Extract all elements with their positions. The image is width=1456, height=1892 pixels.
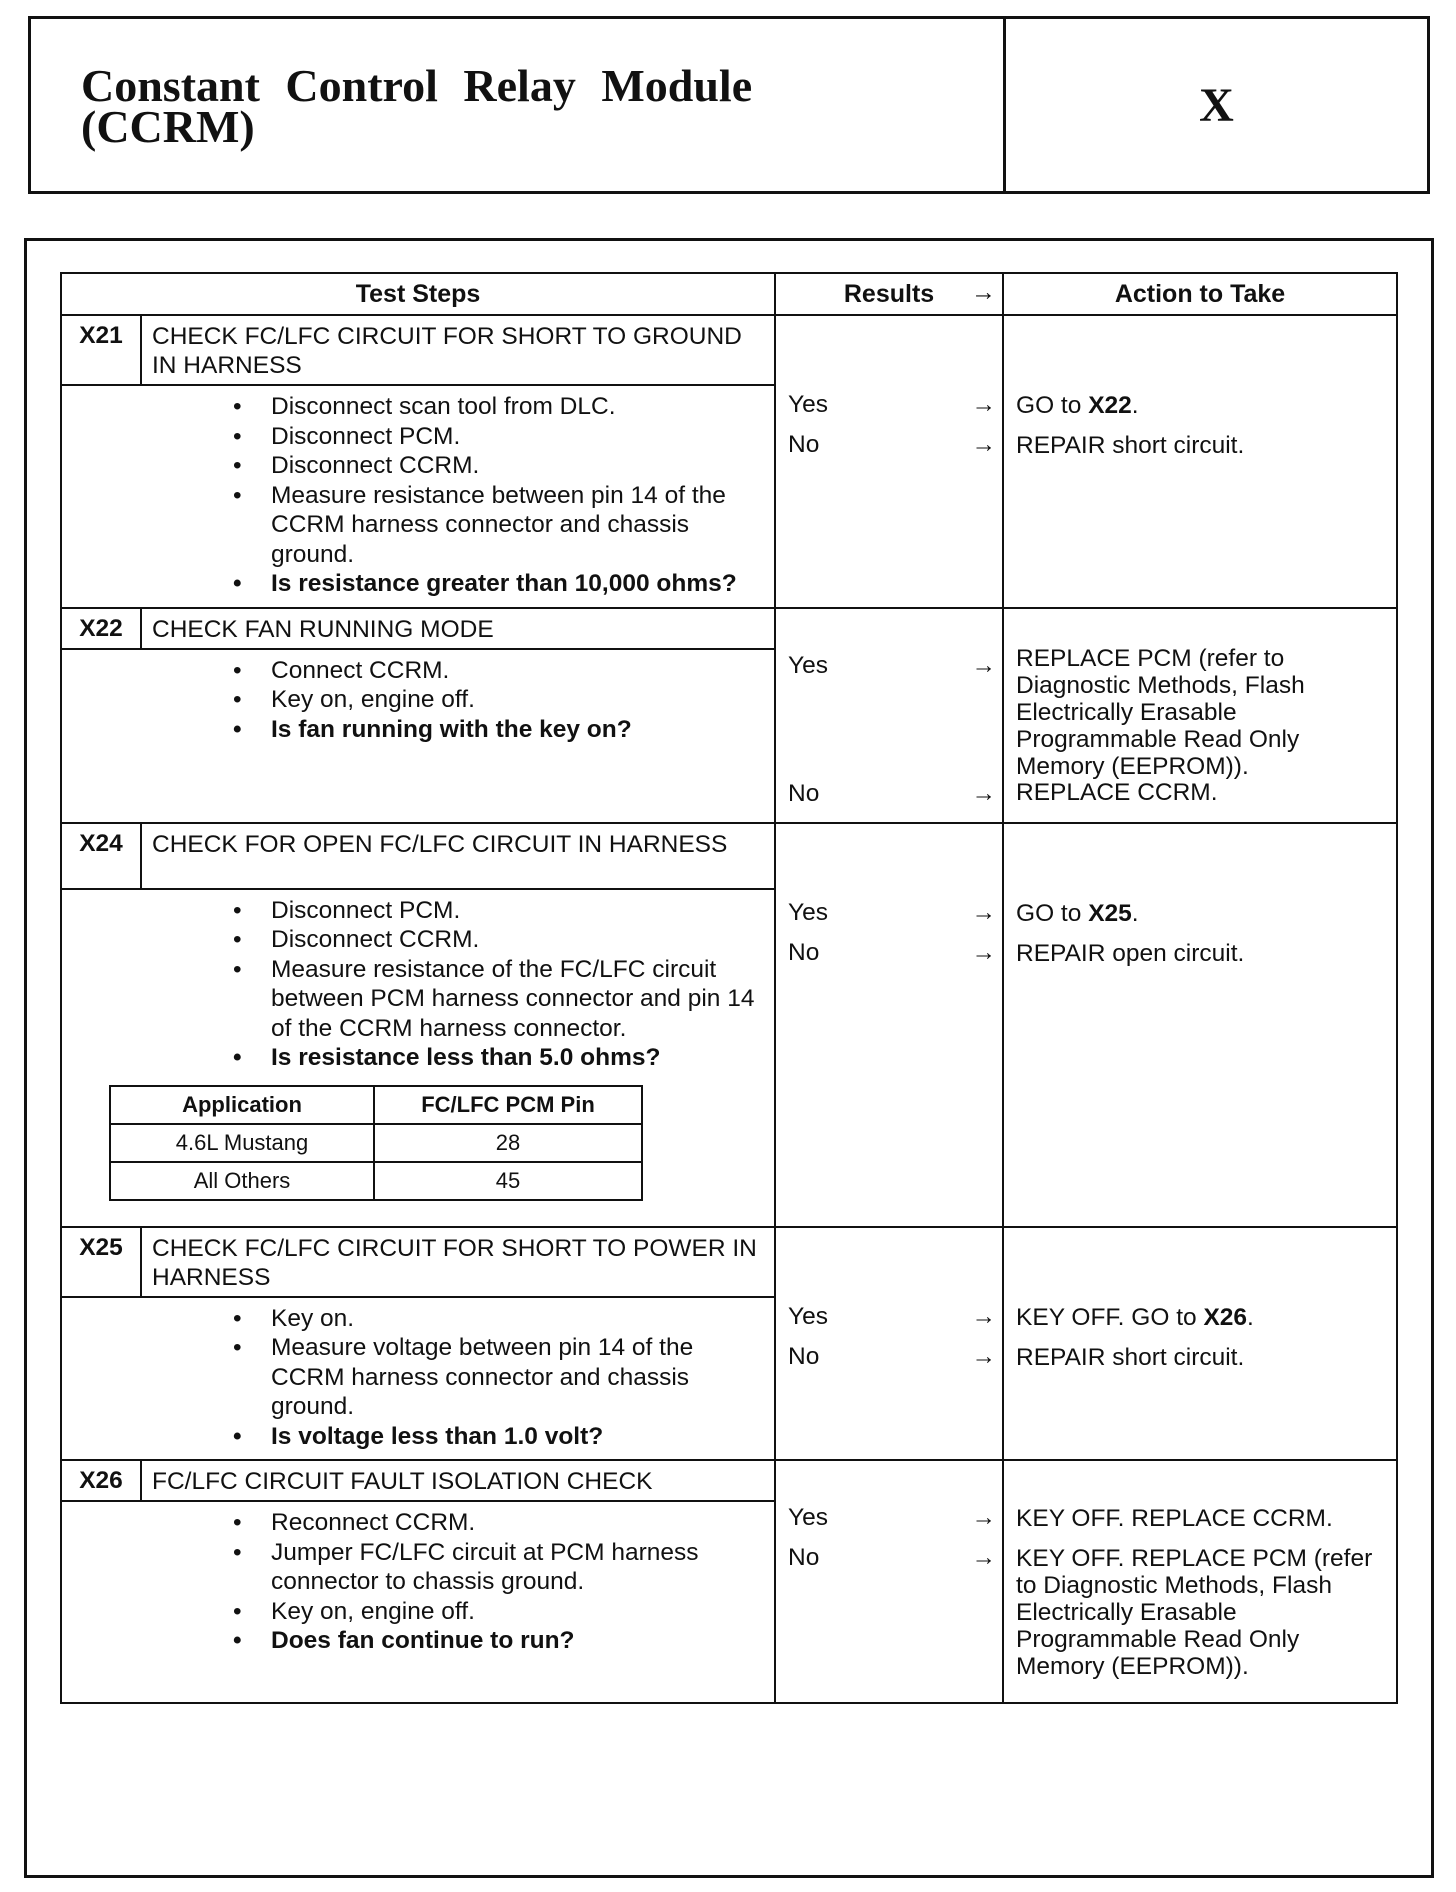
- step-id: X25: [61, 1227, 141, 1297]
- step-procedure: [141, 889, 775, 1227]
- procedure-gutter: [61, 649, 141, 823]
- result-no-label: No: [788, 779, 820, 807]
- action-yes: [1016, 900, 1388, 927]
- col-header-action: Action to Take: [1003, 273, 1397, 315]
- arrow-icon: →: [971, 431, 997, 458]
- page-header: [28, 16, 1430, 194]
- test-steps-table: [60, 272, 1398, 1704]
- arrow-icon: →: [971, 1544, 997, 1571]
- step-title: CHECK FAN RUNNING MODE: [141, 608, 775, 649]
- section-letter: X: [1199, 78, 1234, 132]
- action-yes-suffix: .: [1131, 899, 1139, 927]
- action-no: REPAIR short circuit.: [1016, 1343, 1245, 1371]
- procedure-list: [141, 392, 764, 599]
- cell-pin: 45: [374, 1162, 642, 1200]
- arrow-icon: →: [971, 651, 997, 679]
- result-yes: [788, 390, 998, 420]
- action-no: REPAIR open circuit.: [1016, 939, 1245, 967]
- step-procedure: [141, 385, 775, 608]
- step-action: [1003, 315, 1397, 608]
- step-id: X22: [61, 608, 141, 649]
- result-no-label: No: [788, 1342, 820, 1370]
- result-no: [788, 938, 998, 968]
- step-reference: X22: [1088, 392, 1132, 419]
- arrow-icon: →: [971, 938, 997, 966]
- action-yes: KEY OFF. REPLACE CCRM.: [1016, 1505, 1333, 1532]
- col-header-pcm-pin: FC/LFC PCM Pin: [374, 1086, 642, 1124]
- cell-application: All Others: [110, 1162, 374, 1200]
- col-header-results: [775, 273, 1003, 315]
- step-id: X24: [61, 823, 141, 889]
- procedure-list: [141, 1508, 764, 1656]
- procedure-item: • Connect CCRM.: [271, 656, 764, 686]
- arrow-icon: →: [971, 1504, 997, 1531]
- procedure-item: • Key on.: [271, 1304, 764, 1334]
- arrow-icon: →: [971, 898, 997, 926]
- procedure-gutter: [61, 385, 141, 608]
- col-header-results-label: Results: [843, 279, 935, 308]
- procedure-question: • Is resistance greater than 10,000 ohms?: [271, 569, 764, 599]
- procedure-item: • Measure resistance of the FC/LFC circuit between PCM harness connector and pin 14 of the CCRM harness connector.: [271, 955, 764, 1044]
- result-no: [788, 1342, 998, 1372]
- step-results: [775, 823, 1003, 1227]
- result-no: [788, 1543, 998, 1573]
- action-yes-suffix: .: [1247, 1303, 1254, 1331]
- result-yes: [788, 898, 998, 928]
- action-no: REPLACE CCRM.: [1016, 778, 1218, 806]
- action-yes: [1016, 1304, 1388, 1331]
- step-action: [1003, 823, 1397, 1227]
- procedure-item: • Jumper FC/LFC circuit at PCM harness connector to chassis ground.: [271, 1538, 764, 1597]
- page-title-line1: Constant Control Relay Module: [81, 60, 753, 111]
- step-action: [1003, 608, 1397, 823]
- action-no: REPAIR short circuit.: [1016, 432, 1245, 459]
- procedure-question: • Is resistance less than 5.0 ohms?: [271, 1043, 764, 1073]
- arrow-icon: →: [971, 278, 997, 306]
- table-header-row: [61, 273, 1397, 315]
- page-title-line2: (CCRM): [81, 101, 255, 152]
- arrow-icon: →: [971, 779, 997, 807]
- step-reference: X25: [1088, 899, 1132, 927]
- procedure-item: • Key on, engine off.: [271, 685, 764, 715]
- result-no-label: No: [788, 1544, 820, 1571]
- result-yes-label: Yes: [788, 1302, 828, 1330]
- cell-pin: 28: [374, 1124, 642, 1162]
- pcm-pin-table-header: [110, 1086, 642, 1124]
- result-yes: [788, 1503, 998, 1533]
- procedure-question: • Is voltage less than 1.0 volt?: [271, 1422, 764, 1452]
- action-yes-text: GO to: [1016, 392, 1089, 419]
- table-row: [110, 1124, 642, 1162]
- action-yes-suffix: .: [1131, 392, 1139, 419]
- arrow-icon: →: [971, 1302, 997, 1330]
- result-yes-label: Yes: [788, 391, 828, 418]
- procedure-gutter: [61, 1297, 141, 1461]
- procedure-item: • Disconnect PCM.: [271, 422, 764, 452]
- step-title: CHECK FOR OPEN FC/LFC CIRCUIT IN HARNESS: [141, 823, 775, 889]
- step-x22-title-row: [61, 608, 1397, 649]
- procedure-question: • Does fan continue to run?: [271, 1626, 764, 1656]
- result-yes: [788, 1302, 998, 1332]
- procedure-list: [141, 896, 764, 1073]
- step-procedure: [141, 1501, 775, 1703]
- page-title: [31, 19, 1006, 191]
- action-no: KEY OFF. REPLACE PCM (refer to Diagnostic Methods, Flash Electrically Erasable Programmable Read Only Memory (EEPROM)).: [1016, 1545, 1373, 1680]
- procedure-item: • Measure voltage between pin 14 of the CCRM harness connector and chassis ground.: [271, 1333, 764, 1422]
- result-yes: [788, 651, 998, 681]
- table-row: [110, 1162, 642, 1200]
- action-yes: REPLACE PCM (refer to Diagnostic Methods, Flash Electrically Erasable Programmable Read Only Memory (EEPROM)).: [1016, 644, 1305, 780]
- procedure-item: • Key on, engine off.: [271, 1597, 764, 1627]
- procedure-item: • Disconnect scan tool from DLC.: [271, 392, 764, 422]
- step-x21-title-row: [61, 315, 1397, 385]
- result-no: [788, 779, 998, 809]
- step-procedure: [141, 1297, 775, 1461]
- result-yes-label: Yes: [788, 651, 828, 679]
- step-x24-title-row: [61, 823, 1397, 889]
- result-yes-label: Yes: [788, 898, 828, 926]
- procedure-list: [141, 1304, 764, 1452]
- action-yes-text: KEY OFF. GO to: [1016, 1303, 1204, 1331]
- step-reference: X26: [1203, 1303, 1248, 1331]
- procedure-item: • Disconnect CCRM.: [271, 451, 764, 481]
- pcm-pin-table: [109, 1085, 643, 1201]
- step-x26-title-row: [61, 1460, 1397, 1501]
- result-no-label: No: [788, 431, 820, 458]
- result-yes-label: Yes: [788, 1504, 828, 1531]
- arrow-icon: →: [971, 391, 997, 418]
- step-procedure: [141, 649, 775, 823]
- step-title: CHECK FC/LFC CIRCUIT FOR SHORT TO GROUND IN HARNESS: [141, 315, 775, 385]
- cell-application: 4.6L Mustang: [110, 1124, 374, 1162]
- procedure-gutter: [61, 1501, 141, 1703]
- step-action: [1003, 1460, 1397, 1703]
- step-results: [775, 608, 1003, 823]
- step-id: X21: [61, 315, 141, 385]
- action-yes-text: GO to: [1016, 899, 1089, 927]
- action-yes: [1016, 392, 1388, 419]
- procedure-item: • Disconnect PCM.: [271, 896, 764, 926]
- step-x25-title-row: [61, 1227, 1397, 1297]
- procedure-item: • Reconnect CCRM.: [271, 1508, 764, 1538]
- step-results: [775, 1227, 1003, 1461]
- step-results: [775, 315, 1003, 608]
- procedure-item: • Disconnect CCRM.: [271, 925, 764, 955]
- procedure-list: [141, 656, 764, 745]
- result-no: [788, 430, 998, 460]
- step-results: [775, 1460, 1003, 1703]
- step-title: FC/LFC CIRCUIT FAULT ISOLATION CHECK: [141, 1460, 775, 1501]
- step-title: CHECK FC/LFC CIRCUIT FOR SHORT TO POWER IN HARNESS: [141, 1227, 775, 1297]
- procedure-question: • Is fan running with the key on?: [271, 715, 764, 745]
- step-id: X26: [61, 1460, 141, 1501]
- col-header-test-steps: Test Steps: [61, 273, 775, 315]
- procedure-item: • Measure resistance between pin 14 of the CCRM harness connector and chassis ground.: [271, 481, 764, 570]
- result-no-label: No: [788, 938, 820, 966]
- col-header-application: Application: [110, 1086, 374, 1124]
- step-action: [1003, 1227, 1397, 1461]
- arrow-icon: →: [971, 1342, 997, 1370]
